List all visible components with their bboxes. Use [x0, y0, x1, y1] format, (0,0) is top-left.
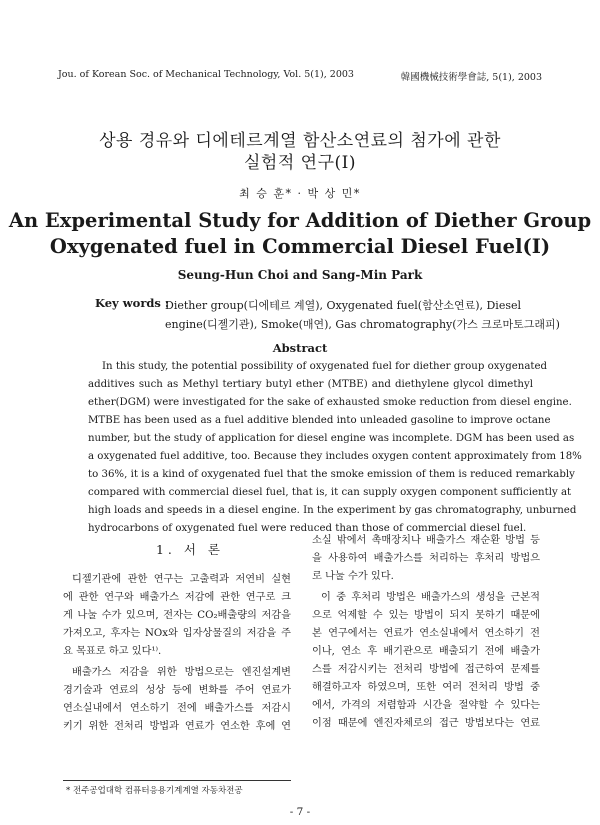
korean-authors: 최 승 훈* · 박 상 민* [239, 187, 361, 200]
body-line: 으로 억제할 수 있는 방법이 되지 못하기 때문에 [312, 610, 540, 621]
english-title-line-1: An Experimental Study for Addition of Diether Group [8, 209, 592, 232]
abstract-line: In this study, the potential possibility of oxygenated fuel for diether group oxygenated [102, 361, 548, 372]
keywords-line: Diether group(디에테르 계열), Oxygenated fuel(함산소연료), Diesel [165, 299, 522, 312]
english-title-line-2: Oxygenated fuel in Commercial Diesel Fuel(Ⅰ) [49, 235, 551, 258]
body-line: 에 관한 연구와 배출가스 저감에 관한 연구로 크 [63, 592, 291, 603]
body-line: 이 중 후처리 방법은 배출가스의 생성을 근본적 [321, 592, 540, 603]
body-line: 이나, 연소 후 배기관으로 배출되기 전에 배출가 [312, 646, 540, 657]
abstract-line: to 36%, it is a kind of oxygenated fuel that the smoke emission of them is reduced remarkably [88, 469, 575, 480]
korean-title-line-2: 실험적 연구(Ⅰ) [244, 153, 356, 173]
footnote: * 전주공업대학 컴퓨터응용기계계열 자동차전공 [66, 786, 243, 796]
abstract-line: a oxygenated fuel additive, too. Because they includes oxygen content approximately from 18% [88, 451, 582, 462]
body-line: 가져오고, 후자는 NOx와 입자상물질의 저감을 주 [63, 628, 291, 639]
keywords-label: Key words : [95, 296, 170, 310]
body-line: 스를 저감시키는 전처리 방법에 접근하여 문제를 [312, 664, 540, 675]
abstract-line: compared with commercial diesel fuel, that is, it can supply oxygen component sufficiently at [88, 487, 572, 498]
page-number: - 7 - [289, 806, 311, 818]
journal-header-left: Jou. of Korean Soc. of Mechanical Technology, Vol. 5(1), 2003 [58, 69, 354, 80]
body-line: 로 나눌 수가 있다. [312, 571, 394, 582]
body-line: 에서, 가격의 저렴함과 시간을 절약할 수 있다는 [312, 700, 540, 711]
abstract-line: ether(DGM) were investigated for the sake of exhausted smoke reduction from diesel engine. [88, 397, 572, 408]
keywords-line: engine(디젤기관), Smoke(매연), Gas chromatography(가스 크로마토그래피) [165, 318, 560, 331]
body-line: 을 사용하여 배출가스를 처리하는 후처리 방법으 [312, 553, 540, 564]
footnote-rule [63, 780, 291, 781]
body-line: 게 나눌 수가 있으며, 전자는 CO₂배출량의 저감을 [63, 610, 291, 621]
body-line: 소실 밖에서 촉매장치나 배출가스 재순환 방법 등 [312, 535, 540, 546]
body-line: 키기 위한 전처리 방법과 연료가 연소한 후에 연 [63, 721, 291, 732]
body-line: 이점 때문에 엔진자체로의 접근 방법보다는 연료 [312, 718, 540, 729]
journal-header-right: 韓國機械技術學會誌, 5(1), 2003 [400, 72, 542, 83]
abstract-heading: Abstract [272, 341, 328, 355]
body-line: 요 목표로 하고 있다¹⁾. [63, 646, 162, 657]
english-authors: Seung-Hun Choi and Sang-Min Park [177, 268, 423, 282]
section-heading: 1. 서 론 [155, 542, 225, 557]
body-line: 경기술과 연료의 성상 등에 변화를 주어 연료가 [63, 685, 291, 696]
korean-title-line-1: 상용 경유와 디에테르계열 함산소연료의 첨가에 관한 [99, 131, 501, 151]
abstract-line: MTBE has been used as a fuel additive blended into unleaded gasoline to improve octane [88, 415, 551, 426]
body-line: 해결하고자 하였으며, 또한 여러 전처리 방법 중 [312, 682, 540, 693]
abstract-line: hydrocarbons of oxygenated fuel were reduced than those of commercial diesel fuel. [88, 523, 527, 534]
abstract-line: high loads and speeds in a diesel engine. In the experiment by gas chromatography, unburned [88, 505, 577, 516]
abstract-line: number, but the study of application for diesel engine was incomplete. DGM has been used as [88, 433, 575, 444]
body-line: 연소실내에서 연소하기 전에 배출가스를 저감시 [63, 703, 291, 714]
body-line: 본 연구에서는 연료가 연소실내에서 연소하기 전 [312, 628, 540, 639]
body-line: 배출가스 저감을 위한 방법으로는 엔진설계변 [72, 667, 291, 678]
abstract-line: additives such as Methyl tertiary butyl ether (MTBE) and diethylene glycol dimethyl [88, 379, 533, 390]
body-line: 디젤기관에 관한 연구는 고출력과 저연비 실현 [72, 574, 291, 585]
